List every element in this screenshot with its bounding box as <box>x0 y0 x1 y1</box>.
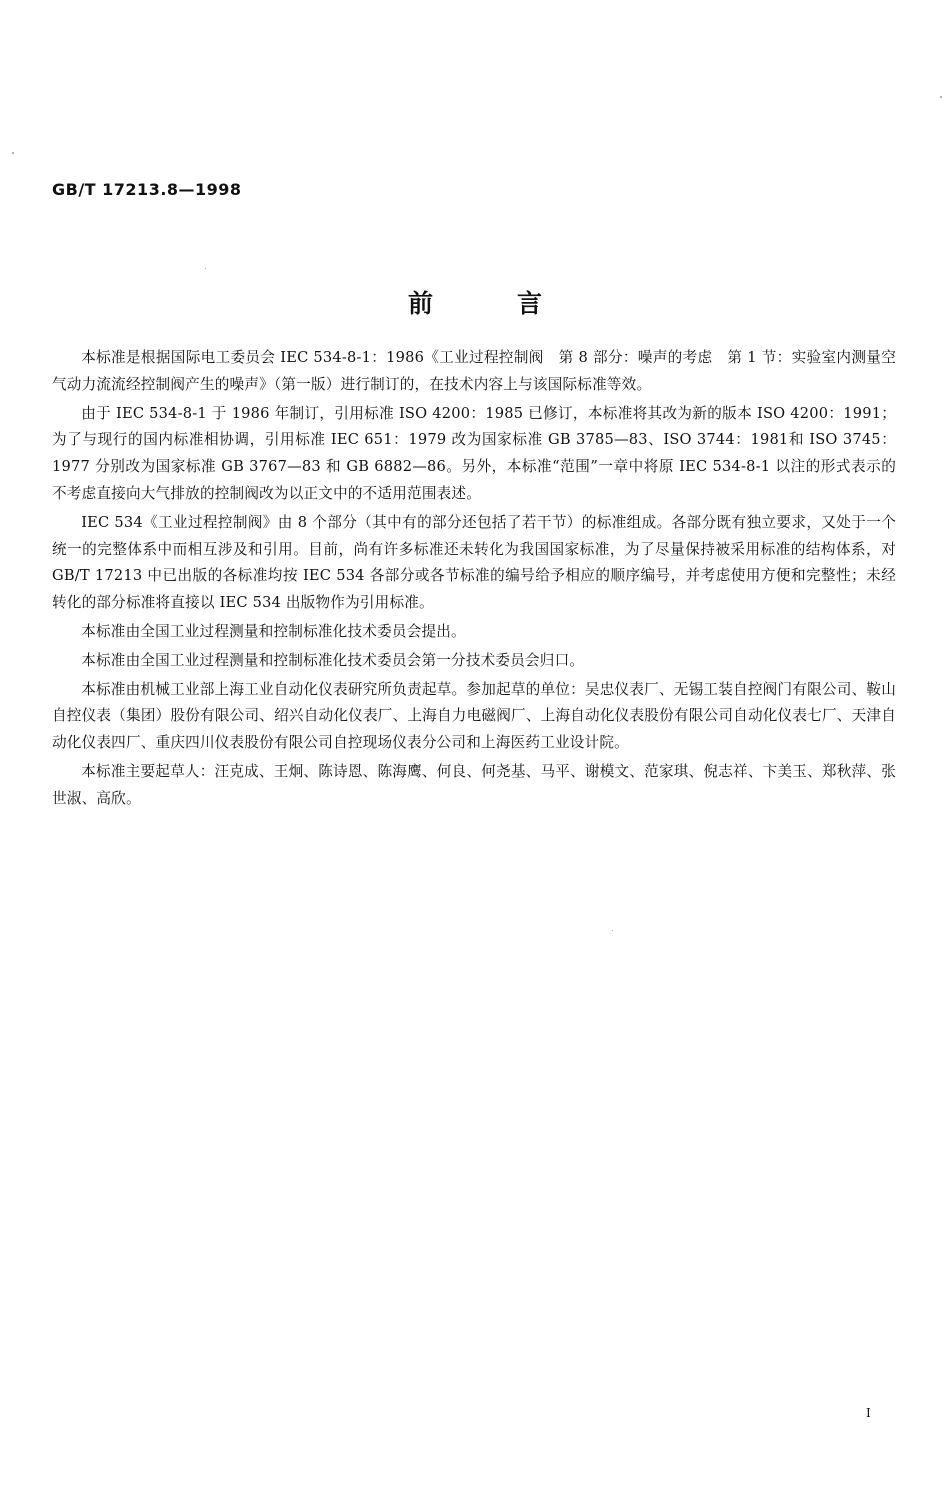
paragraph-managed-by: 本标准由全国工业过程测量和控制标准化技术委员会第一分技术委员会归口。 <box>81 651 585 669</box>
paragraph-proposed-by: 本标准由全国工业过程测量和控制标准化技术委员会提出。 <box>81 622 466 640</box>
scan-speck <box>12 152 14 154</box>
scan-speck <box>612 930 613 931</box>
page-number: I <box>866 1406 871 1420</box>
paragraph-drafting-units: 本标准由机械工业部上海工业自动化仪表研究所负责起草。参加起草的单位：吴忠仪表厂、无锡工装自控阀门有限公司、鞍山自控仪表（集团）股份有限公司、绍兴自动化仪表厂、上海自力电磁阀厂、上海自动化仪表股份有限公司自动化仪表七厂、天津自动化仪表四厂、重庆四川仪表股份有限公司自控现场仪表分公司和上海医药工业设计院。 <box>52 680 896 752</box>
paragraph-series-structure: IEC 534《工业过程控制阀》由 8 个部分（其中有的部分还包括了若干节）的标准组成。各部分既有独立要求，又处于一个统一的完整体系中而相互涉及和引用。目前，尚有许多标准还未转化为我国国家标准，为了尽量保持被采用标准的结构体系，对 GB/T 17213 中已出版的各标准均按 IEC 534 各部分或各节标准的编号给予相应的顺序编号，并考虑使用方便和完整性；未经转化的部分标准将直接以 IEC 534 出版物作为引用标准。 <box>52 513 896 612</box>
paragraph-revisions: 由于 IEC 534-8-1 于 1986 年制订，引用标准 ISO 4200：1985 已修订，本标准将其改为新的版本 ISO 4200：1991；为了与现行的国内标准相协调，引用标准 IEC 651：1979 改为国家标准 GB 3785—83、ISO 3744：1981和 ISO 3745：1977 分别改为国家标准 GB 3767—83 和 GB 6882—86。另外，本标准“范围”一章中将原 IEC 534-8-1 以注的形式表示的不考虑直接向大气排放的控制阀改为以正文中的不适用范围表述。 <box>52 404 896 502</box>
standard-number: GB/T 17213.8—1998 <box>52 180 242 199</box>
paragraph-drafters: 本标准主要起草人：汪克成、王炯、陈诗恩、陈海鹰、何良、何尧基、马平、谢模文、范家琪、倪志祥、卞美玉、郑秋萍、张世淑、高欣。 <box>52 762 896 807</box>
paragraph-adoption: 本标准是根据国际电工委员会 IEC 534-8-1：1986《工业过程控制阀 第 8 部分：噪声的考虑 第 1 节：实验室内测量空气动力流流经控制阀产生的噪声》（第一版）进行制订的，在技术内容上与该国际标准等效。 <box>52 349 896 393</box>
foreword-body <box>52 345 896 815</box>
scan-speck <box>940 96 942 98</box>
scan-speck <box>205 268 206 269</box>
page-title: 前言 <box>407 289 626 318</box>
